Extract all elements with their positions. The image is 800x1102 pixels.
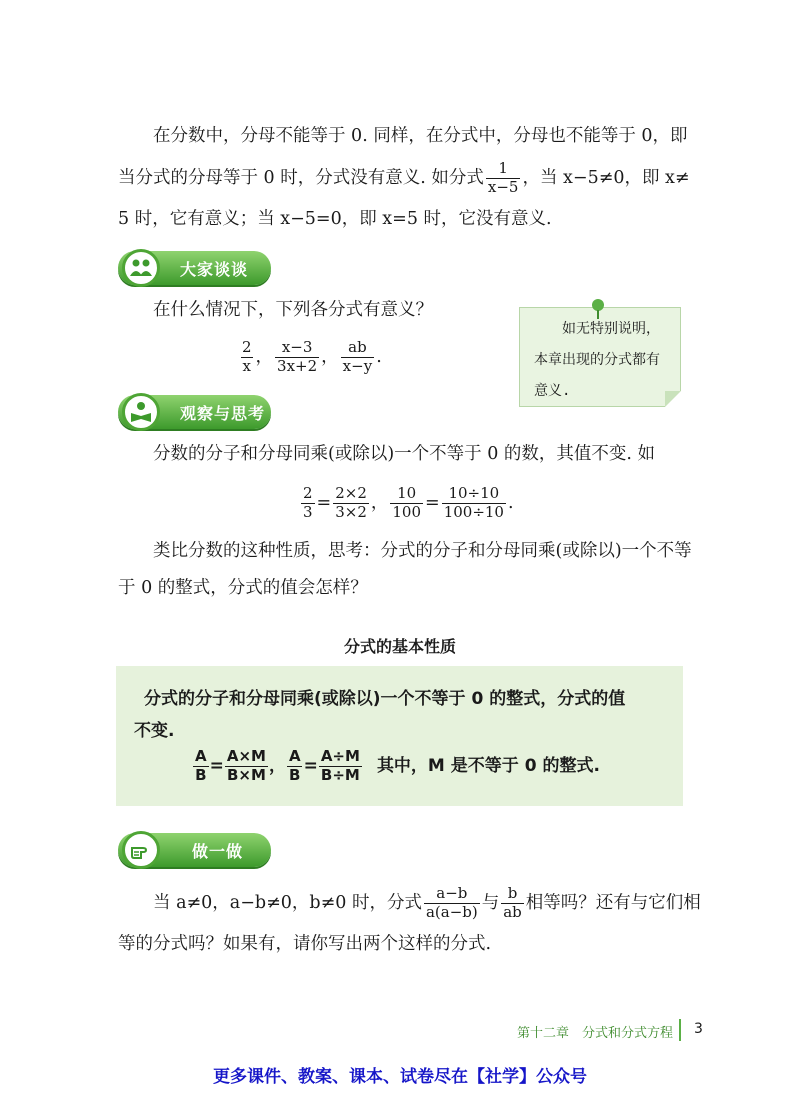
property-title: 分式的基本性质 bbox=[343, 637, 456, 656]
discuss-fractions bbox=[238, 334, 382, 380]
equals-sign: = bbox=[316, 493, 332, 513]
equals-sign: = bbox=[425, 493, 440, 513]
observe-equations bbox=[299, 480, 514, 526]
page-number: 3 bbox=[694, 1021, 703, 1037]
frac-denominator: x−y bbox=[342, 357, 373, 375]
fraction-1-over-x-minus-5 bbox=[486, 161, 521, 196]
separator-comma: ， bbox=[255, 347, 274, 367]
page-fold-corner bbox=[665, 391, 681, 407]
observe-think-line2: 于 0 的整式，分式的值会怎样？ bbox=[118, 578, 368, 598]
fraction-item bbox=[319, 746, 362, 784]
observe-line1: 分数的分子和分母同乘(或除以)一个不等于 0 的数，其值不变. 如 bbox=[153, 444, 656, 464]
property-line2: 不变. bbox=[134, 721, 175, 741]
equals-sign: = bbox=[303, 756, 318, 776]
frac-numerator: ab bbox=[348, 338, 367, 357]
frac-numerator: A bbox=[195, 746, 207, 765]
section-banner-observe bbox=[118, 395, 271, 429]
frac-numerator: 10÷10 bbox=[448, 484, 500, 503]
reader-icon bbox=[122, 393, 160, 431]
frac-denominator: B×M bbox=[226, 765, 266, 784]
frac-numerator: A×M bbox=[226, 746, 266, 765]
frac-numerator: 1 bbox=[498, 159, 508, 178]
fraction-item bbox=[225, 746, 268, 784]
frac-denominator: B÷M bbox=[320, 765, 360, 784]
section-title-discuss: 大家谈谈 bbox=[180, 260, 249, 279]
frac-denominator: 3x+2 bbox=[277, 357, 318, 375]
do-line1-start: 当 a≠0，a−b≠0，b≠0 时，分式 bbox=[153, 893, 422, 913]
para1-line1: 在分数中，分母不能等于 0. 同样，在分式中，分母也不能等于 0，即 bbox=[153, 126, 688, 146]
fraction-item bbox=[501, 886, 524, 921]
observe-think-line1: 类比分数的这种性质，思考：分式的分子和分母同乘(或除以)一个不等 bbox=[153, 541, 692, 561]
frac-denominator: a(a−b) bbox=[425, 903, 478, 921]
frac-denominator: x−5 bbox=[487, 178, 519, 196]
frac-numerator: x−3 bbox=[281, 338, 313, 357]
frac-numerator: b bbox=[507, 884, 518, 903]
fraction-list-end: . bbox=[376, 347, 382, 367]
pushpin-icon bbox=[590, 298, 606, 320]
note-line1: 如无特别说明， bbox=[562, 321, 660, 337]
property-box bbox=[116, 666, 683, 806]
section-banner-discuss bbox=[118, 251, 271, 285]
fraction-item bbox=[240, 340, 254, 375]
do-line1 bbox=[153, 880, 701, 926]
note-line3: 意义. bbox=[534, 383, 571, 399]
property-tail: 其中，M 是不等于 0 的整式. bbox=[376, 756, 600, 776]
chapter-title: 第十二章 分式和分式方程 bbox=[516, 1026, 673, 1041]
frac-denominator: 3×2 bbox=[335, 503, 367, 521]
discuss-question: 在什么情况下，下列各分式有意义？ bbox=[153, 300, 433, 320]
frac-numerator: 2×2 bbox=[335, 484, 367, 503]
separator-comma: ， bbox=[268, 756, 286, 776]
frac-denominator: ab bbox=[503, 903, 522, 921]
frac-numerator: 10 bbox=[397, 484, 417, 503]
footer-divider bbox=[679, 1019, 681, 1041]
do-line2: 等的分式吗？如果有，请你写出两个这样的分式. bbox=[118, 934, 492, 954]
side-note bbox=[519, 307, 681, 407]
fraction-item bbox=[333, 486, 369, 521]
do-line1-mid: 与 bbox=[481, 893, 500, 913]
equation-end: . bbox=[507, 493, 514, 513]
fraction-item bbox=[287, 746, 303, 784]
property-line1: 分式的分子和分母同乘(或除以)一个不等于 0 的整式，分式的值 bbox=[144, 689, 626, 709]
separator-comma: ， bbox=[321, 347, 339, 367]
frac-denominator: 100 bbox=[392, 503, 422, 521]
section-title-do: 做一做 bbox=[192, 842, 244, 861]
frac-denominator: 3 bbox=[303, 503, 313, 521]
para1-line3: 5 时，它有意义；当 x−5=0，即 x=5 时，它没有意义. bbox=[118, 209, 552, 229]
hand-pointing-icon bbox=[122, 831, 160, 869]
promo-banner: 更多课件、教案、课本、试卷尽在【社学】公众号 bbox=[213, 1067, 587, 1087]
fraction-item bbox=[301, 486, 315, 521]
separator-comma: ， bbox=[370, 493, 389, 513]
fraction-item bbox=[193, 746, 209, 784]
fraction-item bbox=[341, 340, 375, 375]
fraction-item bbox=[275, 340, 319, 375]
para1-line2 bbox=[118, 158, 690, 198]
people-discussion-icon bbox=[122, 249, 160, 287]
equals-sign: = bbox=[209, 756, 224, 776]
note-line2: 本章出现的分式都有 bbox=[534, 352, 660, 368]
para1-line2-end: ，当 x−5≠0，即 x≠ bbox=[522, 168, 690, 188]
fraction-item bbox=[390, 486, 423, 521]
frac-denominator: x bbox=[242, 357, 251, 375]
frac-numerator: a−b bbox=[436, 884, 468, 903]
frac-denominator: B bbox=[289, 765, 301, 784]
frac-numerator: 2 bbox=[303, 484, 313, 503]
frac-numerator: A÷M bbox=[320, 746, 360, 765]
para1-line2-start: 当分式的分母等于 0 时，分式没有意义. 如分式 bbox=[118, 168, 484, 188]
frac-numerator: 2 bbox=[242, 338, 252, 357]
section-title-observe: 观察与思考 bbox=[180, 404, 266, 423]
fraction-item bbox=[424, 886, 480, 921]
section-banner-do bbox=[118, 833, 271, 867]
frac-denominator: 100÷10 bbox=[443, 503, 504, 521]
frac-numerator: A bbox=[288, 746, 301, 765]
property-formulas bbox=[192, 746, 600, 786]
fraction-item bbox=[442, 486, 506, 521]
frac-denominator: B bbox=[195, 765, 207, 784]
do-line1-end: 相等吗？还有与它们相 bbox=[525, 893, 701, 913]
